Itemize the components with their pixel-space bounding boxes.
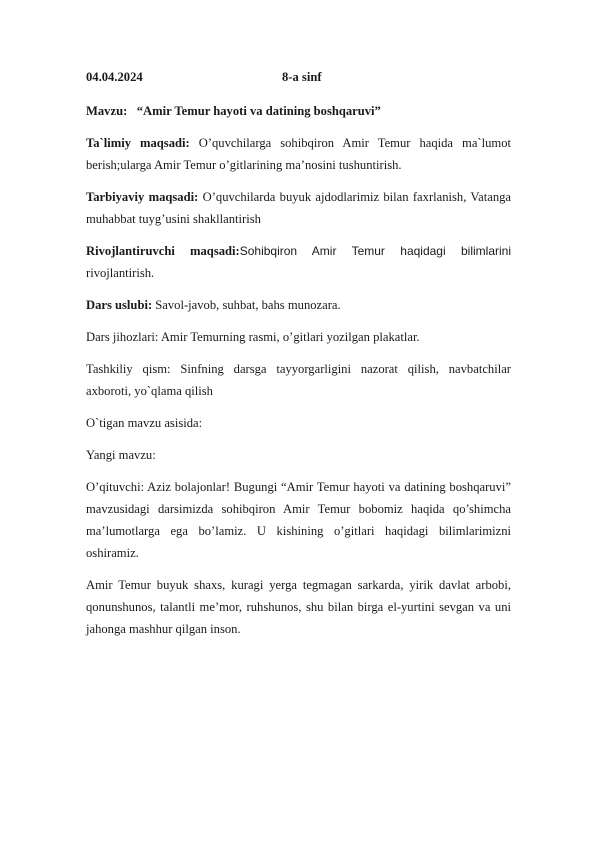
- lesson-method-label: Dars uslubi:: [86, 298, 153, 312]
- document-header: [86, 66, 511, 88]
- developmental-goal: [86, 240, 511, 284]
- developmental-goal-label: Rivojlantiruvchi maqsadi:: [86, 244, 240, 258]
- developmental-goal-second-line: rivojlantirish.: [86, 266, 155, 280]
- educational-goal-label: Ta`limiy maqsadi:: [86, 136, 190, 150]
- previous-topic: O`tigan mavzu asisida:: [86, 416, 203, 430]
- lesson-method: [86, 294, 511, 316]
- class-grade: 8-a sinf: [282, 70, 322, 84]
- upbringing-goal: [86, 186, 511, 230]
- lesson-date: 04.04.2024: [86, 70, 143, 84]
- upbringing-goal-text: O’quvchilarda buyuk ajdodlarimiz bilan faxrlanish, Vatanga muhabbat tuyg’usini shakllantirish: [86, 190, 511, 226]
- topic-line: [86, 100, 511, 122]
- educational-goal-text: O’quvchilarga sohibqiron Amir Temur haqida ma`lumot berish;ularga Amir Temur o’gitlarining ma’nosini tushuntirish.: [86, 136, 511, 172]
- topic-label: Mavzu:: [86, 104, 128, 118]
- developmental-goal-first-line: [86, 240, 511, 262]
- educational-goal: [86, 132, 511, 176]
- lesson-method-text: Savol-javob, suhbat, bahs munozara.: [152, 298, 341, 312]
- lesson-equipment: Dars jihozlari: Amir Temurning rasmi, o’gitlari yozilgan plakatlar.: [86, 330, 420, 344]
- developmental-goal-text: Sohibqiron Amir Temur haqidagi bilimlarini: [239, 244, 511, 258]
- document-page: [86, 66, 511, 650]
- topic-title: “Amir Temur hayoti va datining boshqaruvi”: [136, 104, 381, 118]
- amir-temur-paragraph: Amir Temur buyuk shaxs, kuragi yerga tegmagan sarkarda, yirik davlat arbobi, qonunshunos, talantli me’mor, ruhshunos, shu bilan birga el-yurtini sevgan va uni jahonga mashhur qilgan inson.: [86, 578, 511, 636]
- organizational-part: Tashkiliy qism: Sinfning darsga tayyorgarligini nazorat qilish, navbatchilar axboroti, yo`qlama qilish: [86, 362, 511, 398]
- new-topic: Yangi mavzu:: [86, 448, 156, 462]
- upbringing-goal-label: Tarbiyaviy maqsadi:: [86, 190, 199, 204]
- teacher-intro-paragraph: O’qituvchi: Aziz bolajonlar! Bugungi “Amir Temur hayoti va datining boshqaruvi” mavzusidagi darsimizda sohibqiron Amir Temur bobomiz haqida qo’shimcha ma’lumotlarga ega bo’lamiz. U kishining o’gitlari haqidagi bilimlarimizni oshiramiz.: [86, 480, 511, 560]
